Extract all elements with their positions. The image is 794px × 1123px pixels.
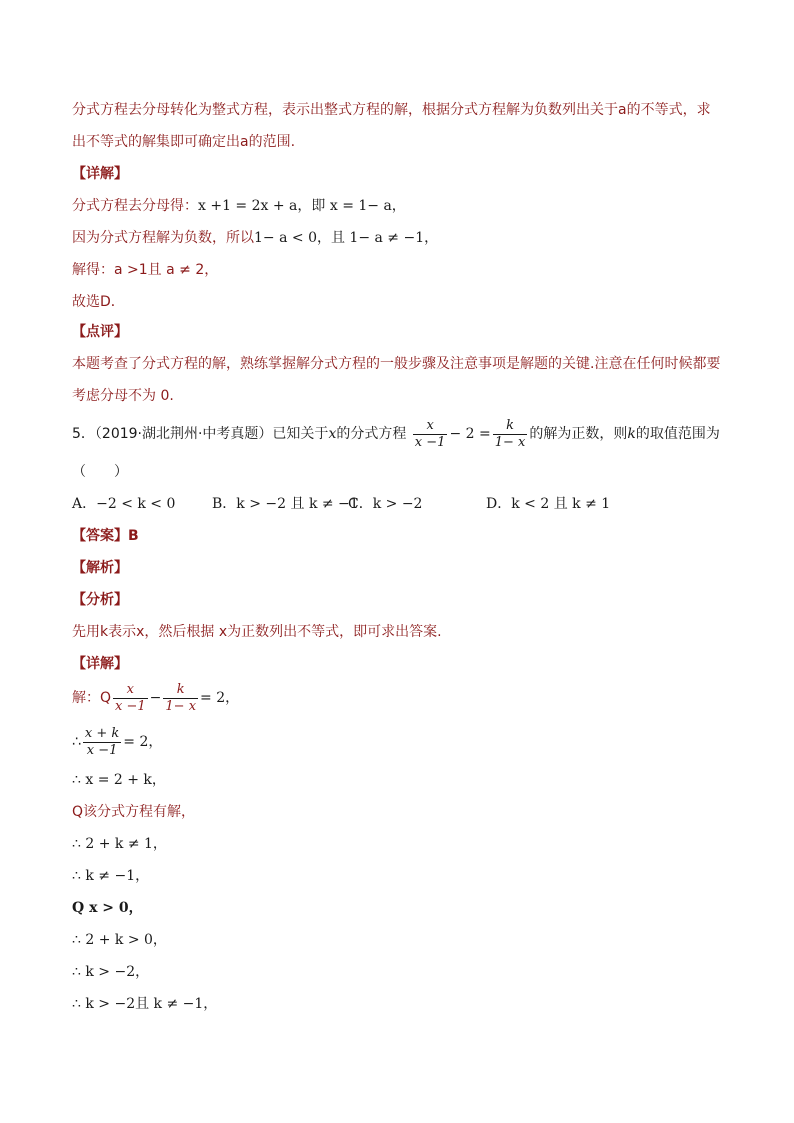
s1-minus: −: [149, 690, 162, 706]
detail-line-2-eq: 1− a < 0，且 1− a ≠ −1，: [254, 230, 439, 246]
detail-heading-2: 【详解】: [72, 656, 128, 672]
solution-step-10: ∴ k > −2且 k ≠ −1，: [72, 996, 218, 1012]
q5-paren: （ ）: [72, 464, 128, 480]
detail-line-1-eq: x +1 = 2x + a，即 x = 1− a，: [198, 198, 406, 214]
q5-mid: 的分式方程: [336, 426, 407, 442]
s1-f2-den: 1− x: [165, 698, 197, 714]
fenxi-heading: 【分析】: [72, 592, 128, 608]
q5-suffix-b: 的取值范围为: [635, 426, 720, 442]
detail-line-4: 故选D．: [72, 294, 125, 310]
comment-line-2: 考虑分母不为 0.: [72, 388, 174, 404]
solution-step-7: Q x > 0，: [72, 900, 143, 916]
q5-suffix-a: 的解为正数，则: [529, 426, 628, 442]
s2-f-den: x −1: [86, 742, 118, 758]
s1-fraction-1: [113, 682, 148, 715]
detail-line-2: [72, 228, 438, 248]
q5-frac2-den: 1− x: [494, 434, 526, 450]
solution-step-8: ∴ 2 + k > 0，: [72, 932, 167, 948]
analysis-line-1: 分式方程去分母转化为整式方程，表示出整式方程的解，根据分式方程解为负数列出关于a的不等式，求: [72, 102, 711, 118]
s1-f2-num: k: [163, 682, 198, 699]
q5-minus2: − 2 =: [449, 426, 491, 442]
fenxi-text: 先用k表示x，然后根据 x为正数列出不等式，即可求出答案.: [72, 624, 442, 640]
s1-fraction-2: [163, 682, 198, 715]
s1-prefix: 解：Q: [72, 690, 112, 706]
answer-heading: 【答案】B: [72, 528, 139, 544]
question-5-stem: [72, 416, 720, 452]
solution-step-2: [72, 724, 162, 760]
detail-line-3: 解得：a >1且 a ≠ 2，: [72, 262, 219, 278]
q5-var-k: k: [627, 426, 636, 442]
s1-f1-den: x −1: [115, 698, 146, 714]
analysis-line-2: 出不等式的解集即可确定出a的范围.: [72, 134, 296, 150]
q5-prefix: 5．（2019·湖北荆州·中考真题）已知关于: [72, 426, 329, 442]
detail-heading-1: 【详解】: [72, 166, 128, 182]
solution-step-4: Q该分式方程有解，: [72, 804, 196, 820]
q5-var-x: x: [328, 426, 337, 442]
q5-fraction-2: [493, 418, 528, 451]
comment-heading: 【点评】: [72, 324, 128, 340]
q5-frac1-num: x: [413, 418, 448, 435]
q5-option-a: A．−2 < k < 0: [72, 496, 176, 512]
q5-fraction-1: [413, 418, 448, 451]
q5-option-c: C．k > −2: [348, 496, 423, 512]
detail-line-1-text: 分式方程去分母得：: [72, 198, 198, 214]
comment-line-1: 本题考查了分式方程的解，熟练掌握解分式方程的一般步骤及注意事项是解题的关键.注意在任何时候都要: [72, 356, 721, 372]
q5-frac2-num: k: [493, 418, 528, 435]
s2-prefix: ∴: [72, 734, 81, 750]
s2-f-num: x + k: [84, 725, 120, 741]
q5-options: [72, 494, 610, 514]
detail-line-1: [72, 196, 406, 216]
solution-step-9: ∴ k > −2，: [72, 964, 150, 980]
solution-step-5: ∴ 2 + k ≠ 1，: [72, 836, 167, 852]
s2-suffix: = 2，: [123, 734, 163, 750]
solution-step-3: ∴ x = 2 + k，: [72, 772, 166, 788]
solution-step-6: ∴ k ≠ −1，: [72, 868, 150, 884]
s1-suffix: = 2，: [200, 690, 240, 706]
analysis-heading: 【解析】: [72, 560, 128, 576]
q5-option-d: D．k < 2 且 k ≠ 1: [486, 496, 611, 512]
q5-frac1-den: x −1: [414, 434, 446, 450]
s1-f1-num: x: [113, 682, 148, 699]
detail-line-2-text: 因为分式方程解为负数，所以: [72, 230, 254, 246]
q5-option-b: B．k > −2 且 k ≠ −1: [212, 496, 359, 512]
solution-step-1: [72, 680, 239, 716]
s2-fraction: [83, 726, 121, 759]
